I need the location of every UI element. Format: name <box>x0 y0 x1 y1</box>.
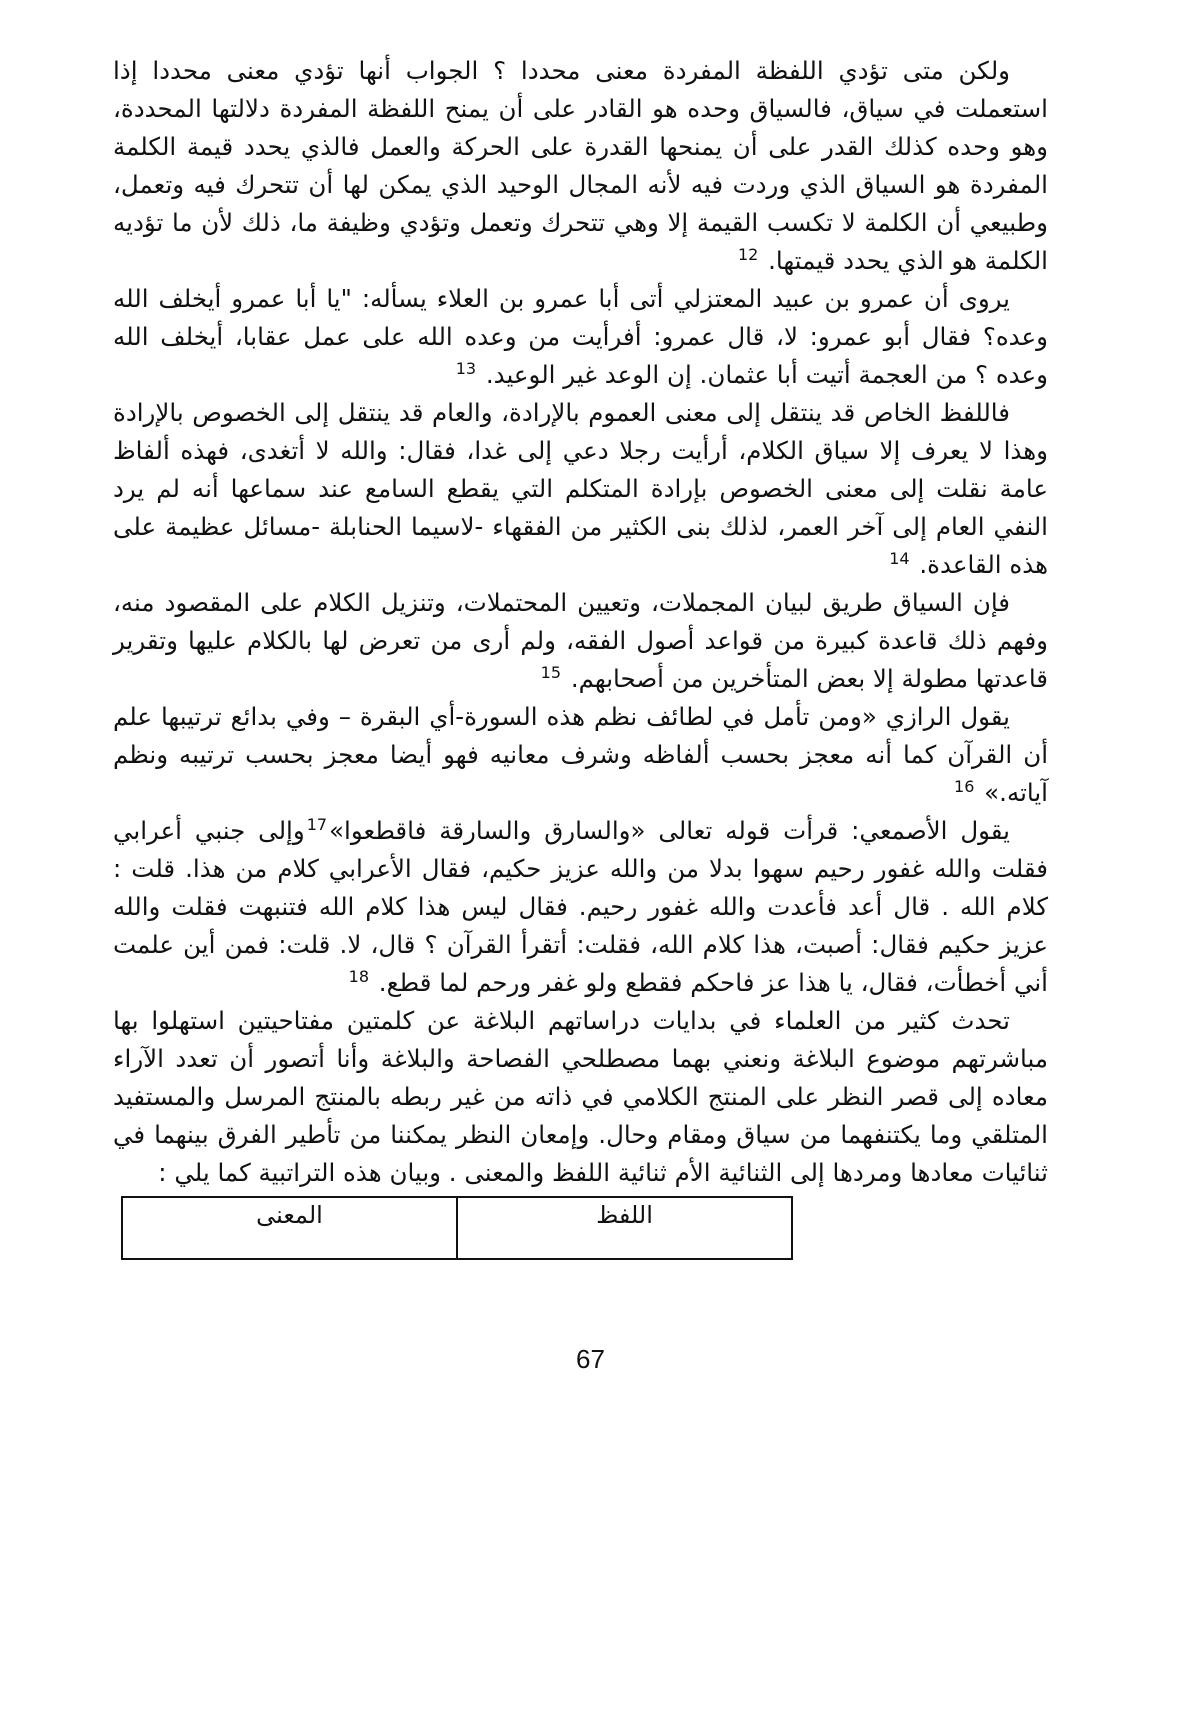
paragraph-amr-anecdote: يروى أن عمرو بن عبيد المعتزلي أتى أبا عمرو بن العلاء يسأله: "يا أبا عمرو أيخلف الله وعده؟ فقال أبو عمرو: لا، قال عمرو: أفرأيت من وعده الله على عمل عقابا، أيخلف الله وعده ؟ من العجمة أتيت أبا عثمان. إن الوعد غير الوعيد. $^{13}$ <box>113 284 1048 389</box>
paragraph-context-meaning: ولكن متى تؤدي اللفظة المفردة معنى محددا ؟ الجواب أنها تؤدي معنى محددا إذا استعملت في سياق، فالسياق وحده هو القادر على أن يمنح اللفظة المفردة دلالتها المحددة، وهو وحده كذلك القدر على أن يمنحها القدرة على الحركة والعمل فالذي يحدد قيمة الكلمة المفردة هو السياق الذي وردت فيه لأنه المجال الوحيد الذي يمكن لها أن تتحرك فيه وتعمل، وطبيعي أن الكلمة لا تكسب القيمة إلا وهي تتحرك وتعمل وتؤدي وظيفة ما، ذلك لأن ما تؤديه الكلمة هو الذي يحدد قيمتها. $^{12}$ <box>113 56 1048 275</box>
paragraph-asmai-anecdote: يقول الأصمعي: قرأت قوله تعالى «والسارق والسارقة فاقطعوا»$^{17}$وإلى جنبي أعرابي فقلت والله غفور رحيم سهوا بدلا من والله عزيز حكيم، فقال الأعرابي كلام من هذا. قلت : كلام الله . قال أعد فأعدت والله غفور رحيم. فقال ليس هذا كلام الله فتنبهت فقلت والله عزيز حكيم فقال: أصبت، هذا كلام الله، فقلت: أتقرأ القرآن ؟ قال، لا. قلت: فمن أين علمت أني أخطأت، فقال، يا هذا عز فاحكم فقطع ولو غفر ورحم لما قطع. $^{18}$ <box>113 814 1048 997</box>
footnote-marker: 12 <box>737 244 759 264</box>
page-body <box>113 52 1048 1260</box>
word-meaning-table <box>121 1196 793 1260</box>
paragraph-eloquence: تحدث كثير من العلماء في بدايات دراساتهم البلاغة عن كلمتين مفتاحيتين استهلوا بها مباشرتهم موضوع البلاغة ونعني بهما مصطلحي الفصاحة والبلاغة وأنا أتصور أن تعدد الآراء معاده إلى قصر النظر على المنتج الكلامي في ذاته من غير ربطه بالمنتج المرسل والمستفيد المتلقي وما يكتنفهما من سياق ومقام وحال. وإمعان النظر يمكننا من تأطير الفرق بينهما في ثنائيات معادها ومردها إلى الثنائية الأم ثنائية اللفظ والمعنى . وبيان هذه التراتبية كما يلي : <box>113 1006 1048 1187</box>
page-number: 67 <box>576 1344 605 1374</box>
paragraph-specific-general: فاللفظ الخاص قد ينتقل إلى معنى العموم بالإرادة، والعام قد ينتقل إلى الخصوص بالإرادة وهذا لا يعرف إلا سياق الكلام، أرأيت رجلا دعي إلى غدا، فقال: والله لا أتغدى، فهذه ألفاظ عامة نقلت إلى معنى الخصوص بإرادة المتكلم التي يقطع السامع عند سماعها أنه لم يرد النفي العام إلى آخر العمر، لذلك بنى الكثير من الفقهاء -لاسيما الحنابلة -مسائل عظيمة على هذه القاعدة. $^{14}$ <box>113 398 1048 579</box>
footnote-marker: 14 <box>889 548 910 568</box>
paragraph-razi-quote: يقول الرازي «ومن تأمل في لطائف نظم هذه السورة-أي البقرة – وفي بدائع ترتيبها علم أن القرآن كما أنه معجز بحسب ألفاظه وشرف معانيه فهو أيضا معجز بحسب ترتيبه ونظم آياته.» $^{16}$ <box>113 702 1048 807</box>
footnote-marker: 13 <box>455 358 477 378</box>
paragraph-context-rule: فإن السياق طريق لبيان المجملات، وتعيين المحتملات، وتنزيل الكلام على المقصود منه، وفهم ذلك قاعدة كبيرة من قواعد أصول الفقه، ولم أرى من تعرض لها بالكلام عليها وتقرير قاعدتها مطولة إلا بعض المتأخرين من أصحابهم. $^{15}$ <box>113 588 1048 693</box>
table-cell-meaning: المعنى <box>122 1197 457 1259</box>
footnote-marker: 17 <box>306 814 328 834</box>
table-row <box>122 1197 792 1259</box>
footnote-marker: 18 <box>348 966 369 986</box>
footnote-marker: 16 <box>954 776 975 796</box>
footnote-marker: 15 <box>540 662 562 682</box>
table-cell-word: اللفظ <box>457 1197 792 1259</box>
